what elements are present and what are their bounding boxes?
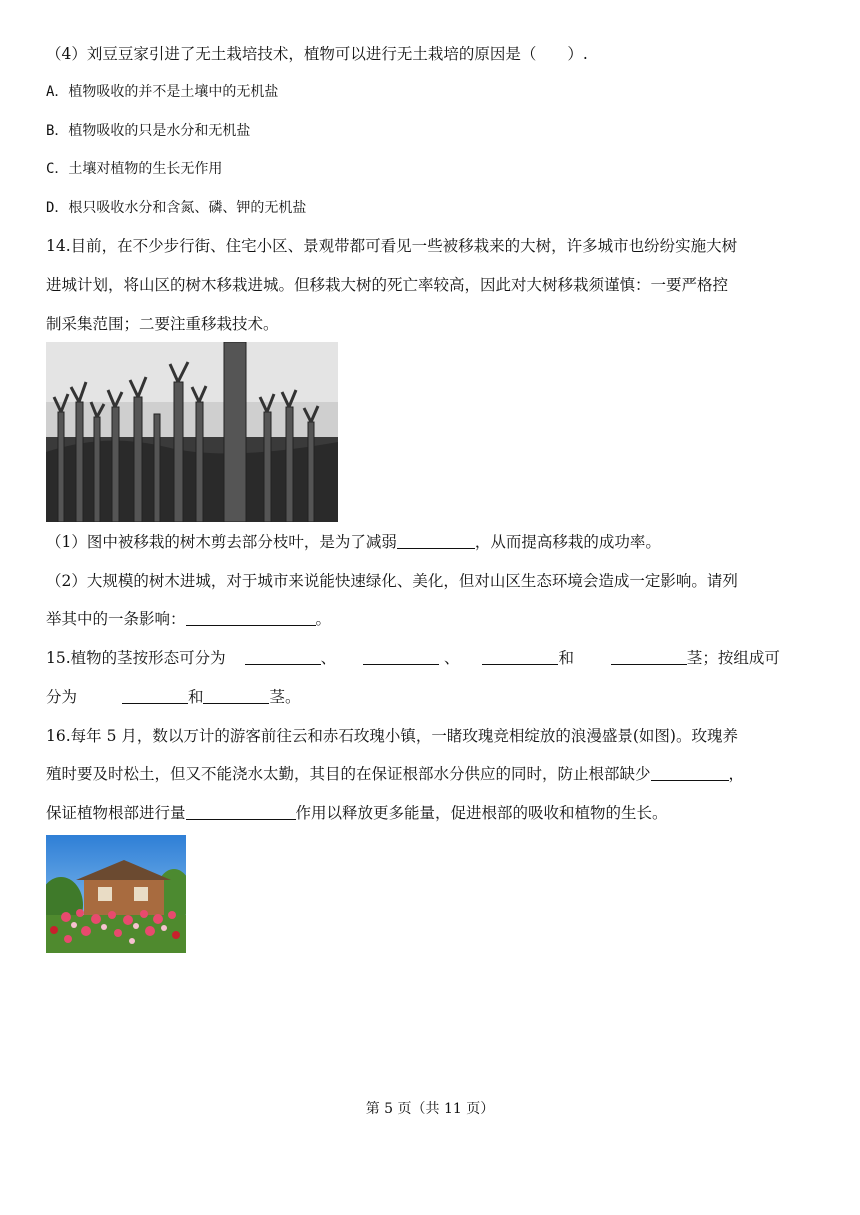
- q14-line2: 进城计划，将山区的树木移栽进城。但移栽大树的死亡率较高，因此对大树移栽须谨慎：一要严格控: [46, 276, 729, 294]
- q15-sep2: 、: [443, 649, 460, 667]
- page-footer: 第 5 页（共 11 页）: [365, 1101, 495, 1117]
- q15-stem2: 茎。: [269, 688, 301, 706]
- q16-line3: [46, 803, 668, 823]
- q15-and2: 和: [187, 688, 204, 706]
- answer-blank[interactable]: [397, 532, 475, 549]
- q14-sub2-line2: [46, 609, 331, 629]
- q15-line2: [46, 687, 300, 707]
- answer-blank[interactable]: [203, 687, 269, 704]
- option-a: A．植物吸收的并不是土壤中的无机盐: [46, 84, 279, 100]
- q14-sub2-line1: （2）大规模的树木进城，对于城市来说能快速绿化、美化，但对山区生态环境会造成一定影响。请列: [46, 572, 738, 590]
- answer-blank[interactable]: [363, 648, 439, 665]
- q16-text-2a: 殖时要及时松土，但又不能浇水太勤，其目的在保证根部水分供应的同时，防止根部缺少: [46, 765, 651, 783]
- q13-4-stem: （4）刘豆豆家引进了无土栽培技术，植物可以进行无土栽培的原因是（ ）.: [46, 45, 588, 63]
- q16-line1: 16.每年 5 月，数以万计的游客前往云和赤石玫瑰小镇，一睹玫瑰竞相绽放的浪漫盛景(如图)。玫瑰养: [46, 727, 738, 745]
- q15-text-a: 15.植物的茎按形态可分为: [46, 649, 226, 667]
- q14-sub1-text-b: ，从而提高移栽的成功率。: [474, 533, 661, 551]
- q15-sep1: 、: [320, 649, 337, 667]
- answer-blank[interactable]: [651, 764, 729, 781]
- option-b: B．植物吸收的只是水分和无机盐: [46, 123, 251, 139]
- answer-blank[interactable]: [482, 648, 558, 665]
- q14-sub2-text-b: 。: [315, 610, 332, 628]
- option-c: C．土壤对植物的生长无作用: [46, 161, 223, 177]
- q14-sub1: [46, 532, 661, 552]
- transplanted-trees-photo: [46, 342, 338, 522]
- q16-line2: [46, 764, 744, 784]
- answer-blank[interactable]: [186, 609, 316, 626]
- q14-line1: 14.目前，在不少步行街、住宅小区、景观带都可看见一些被移栽来的大树，许多城市也纷纷实施大树: [46, 237, 738, 255]
- q15-and1: 和: [558, 649, 574, 667]
- q14-line3: 制采集范围；二要注重移栽技术。: [46, 315, 279, 333]
- answer-blank[interactable]: [611, 648, 687, 665]
- q16-text-3b: 作用以释放更多能量，促进根部的吸收和植物的生长。: [295, 804, 668, 822]
- q14-sub2-text-a: 举其中的一条影响：: [46, 610, 186, 628]
- q15-stem1: 茎；按组成可: [686, 649, 780, 667]
- option-d: D．根只吸收水分和含氮、磷、钾的无机盐: [46, 200, 307, 216]
- answer-blank[interactable]: [186, 803, 296, 820]
- q15-line1: [46, 648, 780, 668]
- q16-text-3a: 保证植物根部进行量: [46, 804, 186, 822]
- q14-sub1-text-a: （1）图中被移栽的树木剪去部分枝叶，是为了减弱: [46, 533, 397, 551]
- answer-blank[interactable]: [122, 687, 188, 704]
- answer-blank[interactable]: [245, 648, 321, 665]
- q16-text-2b: ，: [728, 765, 745, 783]
- q15-text-b: 分为: [46, 688, 78, 706]
- rose-town-house-photo: [46, 835, 186, 953]
